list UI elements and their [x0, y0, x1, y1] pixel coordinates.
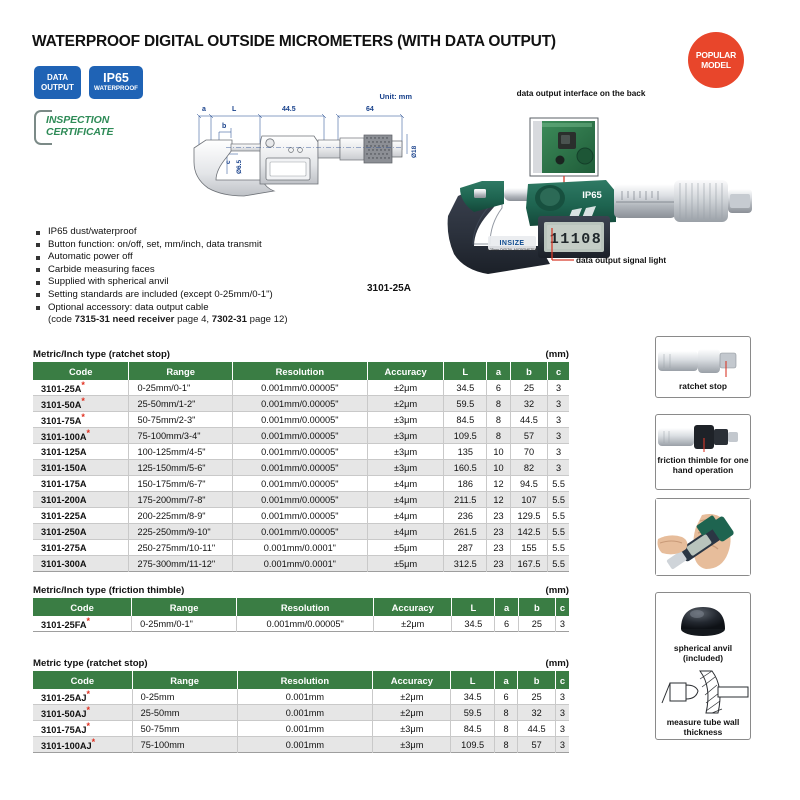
cell-c: 5.5 — [552, 494, 565, 505]
technical-drawing — [186, 92, 416, 204]
cell-resolution: 0.001mm/0.00005" — [232, 444, 367, 460]
cell-range: 50-75mm — [132, 721, 237, 737]
cell-a: 8 — [494, 721, 518, 737]
cell-resolution: 0.001mm/0.0001" — [232, 540, 367, 556]
cell-b: 57 — [518, 737, 556, 753]
cell-resolution: 0.001mm/0.00005" — [232, 380, 367, 396]
popular-badge-line2: MODEL — [701, 60, 731, 70]
cell-l: 211.5 — [444, 492, 487, 508]
cell-range: 0-25mm/0-1" — [132, 616, 237, 632]
table-row[interactable] — [33, 380, 569, 396]
col-header-accuracy: Accuracy — [367, 362, 444, 380]
table-title-row — [33, 349, 569, 360]
cell-c: 3 — [559, 723, 565, 734]
cell-l: 160.5 — [444, 460, 487, 476]
feature-item: Carbide measuring faces — [36, 264, 426, 277]
cell-b: 32 — [510, 396, 547, 412]
cell-range: 175-200mm/7-8" — [129, 492, 232, 508]
col-header-accuracy: Accuracy — [374, 598, 452, 616]
cell-l: 261.5 — [444, 524, 487, 540]
col-header-resolution: Resolution — [237, 671, 373, 689]
page-title: WATERPROOF DIGITAL OUTSIDE MICROMETERS (WITH DATA OUTPUT) — [32, 33, 556, 50]
cell-resolution: 0.001mm/0.00005" — [232, 524, 367, 540]
col-header-code: Code — [33, 598, 132, 616]
cell-range: 0-25mm/0-1" — [129, 380, 232, 396]
cell-code: 3101-125A — [33, 444, 129, 460]
cell-range: 25-50mm — [132, 705, 237, 721]
cell-code: 3101-200A — [33, 492, 129, 508]
cell-code: 3101-100AJ* — [33, 737, 132, 753]
cell-l: 84.5 — [444, 412, 487, 428]
cell-code: 3101-100A* — [33, 428, 129, 444]
col-header-accuracy: Accuracy — [373, 671, 451, 689]
table-body-1 — [33, 380, 569, 572]
col-header-a: a — [494, 671, 518, 689]
cell-accuracy: ±2μm — [374, 616, 452, 632]
table-row[interactable] — [33, 524, 569, 540]
cell-accuracy: ±2μm — [373, 689, 451, 705]
callout-one-hand-operation — [655, 498, 751, 576]
cell-b: 25 — [518, 616, 555, 632]
product-model-caption: 3101-25A — [367, 283, 411, 294]
cell-b: 70 — [510, 444, 547, 460]
col-header-resolution: Resolution — [237, 598, 374, 616]
col-header-range: Range — [129, 362, 232, 380]
cell-l: 34.5 — [451, 689, 494, 705]
cell-c: 3 — [556, 414, 562, 425]
cell-l: 109.5 — [444, 428, 487, 444]
cell-c: 3 — [556, 446, 562, 457]
cell-code: 3101-250A — [33, 524, 129, 540]
cell-resolution: 0.001mm/0.00005" — [232, 508, 367, 524]
table-row[interactable] — [33, 689, 569, 705]
note-prefix: (code — [48, 314, 75, 326]
cell-accuracy: ±2μm — [373, 705, 451, 721]
cell-c: 3 — [559, 707, 565, 718]
cell-accuracy: ±5μm — [367, 556, 444, 572]
cell-range: 50-75mm/2-3" — [129, 412, 232, 428]
data-output-badge-line2: OUTPUT — [41, 82, 74, 92]
tube-wall-thickness-illustration — [656, 669, 750, 715]
cell-b: 129.5 — [510, 508, 547, 524]
cell-accuracy: ±3μm — [367, 428, 444, 444]
table-row[interactable] — [33, 556, 569, 572]
cell-range: 100-125mm/4-5" — [129, 444, 232, 460]
callout-caption: measure tube wall thickness — [666, 717, 740, 737]
cell-b: 44.5 — [510, 412, 547, 428]
spec-table — [33, 362, 569, 572]
cell-b: 57 — [510, 428, 547, 444]
cell-l: 84.5 — [451, 721, 494, 737]
inspection-certificate-text — [46, 115, 113, 138]
cell-a: 12 — [487, 492, 511, 508]
svg-text:11108: 11108 — [549, 231, 603, 248]
cell-range: 125-150mm/5-6" — [129, 460, 232, 476]
note-code-1: 7315-31 need receiver — [74, 314, 175, 326]
cell-resolution: 0.001mm/0.0001" — [232, 556, 367, 572]
data-output-badge-line1: DATA — [46, 73, 69, 82]
col-header-range: Range — [132, 598, 237, 616]
col-header-code: Code — [33, 362, 129, 380]
cell-code: 3101-225A — [33, 508, 129, 524]
table-row[interactable] — [33, 428, 569, 444]
table-title: Metric/Inch type (friction thimble) — [33, 585, 185, 596]
cell-code: 3101-75AJ* — [33, 721, 132, 737]
cell-l: 135 — [444, 444, 487, 460]
table-title: Metric type (ratchet stop) — [33, 658, 148, 669]
popular-model-badge — [688, 32, 744, 88]
table-title-row — [33, 658, 569, 669]
cell-range: 75-100mm — [132, 737, 237, 753]
feature-item: Automatic power off — [36, 251, 426, 264]
cell-a: 12 — [487, 476, 511, 492]
star-icon: * — [86, 721, 90, 732]
ip65-badge — [89, 66, 143, 99]
col-header-code: Code — [33, 671, 132, 689]
cell-accuracy: ±3μm — [373, 721, 451, 737]
star-icon: * — [86, 428, 90, 439]
ip65-badge-line2: WATERPROOF — [94, 85, 138, 93]
cell-a: 23 — [487, 540, 511, 556]
cell-a: 10 — [487, 444, 511, 460]
cell-code: 3101-275A — [33, 540, 129, 556]
star-icon: * — [86, 689, 90, 700]
cell-resolution: 0.001mm/0.00005" — [232, 396, 367, 412]
cell-range: 0-25mm — [132, 689, 237, 705]
product-photo — [430, 88, 760, 288]
cell-resolution: 0.001mm/0.00005" — [232, 412, 367, 428]
cell-a: 6 — [495, 616, 518, 632]
cell-c: 3 — [556, 398, 562, 409]
callout-caption: friction thimble for one hand operation — [657, 455, 749, 475]
cell-l: 312.5 — [444, 556, 487, 572]
feature-item: Supplied with spherical anvil — [36, 276, 426, 289]
cell-range: 150-175mm/6-7" — [129, 476, 232, 492]
feature-item: Button function: on/off, set, mm/inch, data transmit — [36, 239, 426, 252]
note-mid: page 4, — [174, 314, 212, 326]
cell-a: 8 — [487, 412, 511, 428]
cell-resolution: 0.001mm — [237, 737, 373, 753]
table-row[interactable] — [33, 508, 569, 524]
cell-range: 75-100mm/3-4" — [129, 428, 232, 444]
cell-c: 5.5 — [552, 558, 565, 569]
feature-list — [36, 226, 426, 327]
cell-resolution: 0.001mm — [237, 689, 373, 705]
col-header-l: L — [451, 671, 494, 689]
cell-c: 3 — [559, 691, 565, 702]
spec-table-block-3 — [33, 658, 569, 753]
dim-label-44-5: 44.5 — [282, 106, 296, 113]
table-row[interactable] — [33, 396, 569, 412]
cell-b: 107 — [510, 492, 547, 508]
svg-text:0-25mm DIGITAL MICROMETER: 0-25mm DIGITAL MICROMETER — [486, 248, 538, 252]
cell-a: 8 — [494, 705, 518, 721]
cell-accuracy: ±4μm — [367, 508, 444, 524]
cell-b: 32 — [518, 705, 556, 721]
cell-b: 142.5 — [510, 524, 547, 540]
star-icon: * — [91, 737, 96, 748]
col-header-resolution: Resolution — [232, 362, 367, 380]
cell-l: 109.5 — [451, 737, 494, 753]
spec-table — [33, 598, 569, 632]
table-body-3 — [33, 689, 569, 753]
svg-text:INSIZE: INSIZE — [499, 240, 525, 247]
cell-range: 250-275mm/10-11" — [129, 540, 232, 556]
feature-item: IP65 dust/waterproof — [36, 226, 426, 239]
cell-resolution: 0.001mm/0.00005" — [232, 428, 367, 444]
cell-a: 23 — [487, 524, 511, 540]
col-header-b: b — [510, 362, 547, 380]
cell-a: 23 — [487, 556, 511, 572]
cell-resolution: 0.001mm/0.00005" — [232, 460, 367, 476]
cell-a: 8 — [487, 396, 511, 412]
col-header-c: c — [548, 362, 569, 380]
cell-range: 25-50mm/1-2" — [129, 396, 232, 412]
feature-sub-note — [36, 314, 426, 327]
cell-c: 5.5 — [552, 510, 565, 521]
cell-a: 8 — [487, 428, 511, 444]
cell-c: 3 — [556, 382, 562, 393]
cell-accuracy: ±4μm — [367, 524, 444, 540]
cell-l: 59.5 — [444, 396, 487, 412]
cell-accuracy: ±4μm — [367, 476, 444, 492]
dim-label-a: a — [202, 106, 206, 113]
data-output-interface-caption: data output interface on the back — [516, 89, 646, 98]
data-output-badge — [34, 66, 81, 99]
cell-l: 186 — [444, 476, 487, 492]
table-row[interactable] — [33, 616, 569, 632]
callout-spherical-anvil — [655, 592, 751, 740]
cell-code: 3101-25AJ* — [33, 689, 132, 705]
unit-label: Unit: mm — [379, 92, 412, 101]
ratchet-stop-illustration — [656, 339, 750, 381]
cell-resolution: 0.001mm — [237, 721, 373, 737]
table-title-row — [33, 585, 569, 596]
cell-range: 200-225mm/8-9" — [129, 508, 232, 524]
cell-c: 3 — [559, 618, 565, 629]
inspection-line2: CERTIFICATE — [46, 125, 114, 138]
table-row[interactable] — [33, 444, 569, 460]
cell-a: 23 — [487, 508, 511, 524]
col-header-a: a — [487, 362, 511, 380]
col-header-a: a — [495, 598, 518, 616]
cell-l: 34.5 — [452, 616, 495, 632]
spec-table-block-1 — [33, 349, 569, 572]
cell-accuracy: ±5μm — [367, 540, 444, 556]
table-header-row — [33, 598, 569, 616]
callout-caption: ratchet stop — [679, 381, 727, 391]
cell-b: 155 — [510, 540, 547, 556]
callout-ratchet-stop — [655, 336, 751, 398]
cell-accuracy: ±3μm — [367, 412, 444, 428]
badge-row — [34, 66, 143, 99]
spherical-anvil-illustration — [656, 597, 750, 641]
cell-code: 3101-25FA* — [33, 616, 132, 632]
cell-accuracy: ±3μm — [367, 460, 444, 476]
cell-c: 5.5 — [552, 478, 565, 489]
cell-resolution: 0.001mm/0.00005" — [232, 492, 367, 508]
col-header-l: L — [452, 598, 495, 616]
col-header-range: Range — [132, 671, 237, 689]
cell-code: 3101-150A — [33, 460, 129, 476]
table-body-2 — [33, 616, 569, 632]
table-unit: (mm) — [545, 349, 569, 360]
cell-c: 5.5 — [552, 526, 565, 537]
cell-code: 3101-50AJ* — [33, 705, 132, 721]
cell-range: 275-300mm/11-12" — [129, 556, 232, 572]
col-header-c: c — [555, 671, 569, 689]
popular-badge-line1: POPULAR — [695, 50, 737, 60]
cell-range: 225-250mm/9-10" — [129, 524, 232, 540]
table-unit: (mm) — [545, 585, 569, 596]
table-header-row — [33, 362, 569, 380]
cell-b: 167.5 — [510, 556, 547, 572]
cell-l: 287 — [444, 540, 487, 556]
star-icon: * — [81, 396, 85, 407]
table-row[interactable] — [33, 476, 569, 492]
friction-thimble-illustration — [656, 418, 750, 454]
star-icon: * — [81, 380, 85, 391]
cell-code: 3101-300A — [33, 556, 129, 572]
col-header-b: b — [518, 598, 555, 616]
note-code-2: 7302-31 — [211, 314, 247, 326]
col-header-c: c — [555, 598, 569, 616]
dim-label-64: 64 — [366, 106, 374, 113]
cell-a: 10 — [487, 460, 511, 476]
cell-b: 44.5 — [518, 721, 556, 737]
cell-c: 5.5 — [552, 542, 565, 553]
cell-b: 25 — [510, 380, 547, 396]
table-header-row — [33, 671, 569, 689]
cell-resolution: 0.001mm/0.00005" — [232, 476, 367, 492]
table-row[interactable] — [33, 540, 569, 556]
cell-l: 236 — [444, 508, 487, 524]
dim-label-L: L — [232, 106, 237, 113]
cell-accuracy: ±2μm — [367, 380, 444, 396]
cell-code: 3101-175A — [33, 476, 129, 492]
spec-table — [33, 671, 569, 753]
table-row[interactable] — [33, 737, 569, 753]
cell-accuracy: ±3μm — [367, 444, 444, 460]
dim-label-b: b — [222, 123, 227, 130]
cell-accuracy: ±2μm — [367, 396, 444, 412]
feature-item: Optional accessory: data output cable — [36, 302, 426, 315]
callout-caption: spherical anvil (included) — [673, 643, 733, 663]
col-header-l: L — [444, 362, 487, 380]
table-title: Metric/Inch type (ratchet stop) — [33, 349, 170, 360]
dim-label-diameter-18: Ø18 — [411, 145, 418, 158]
cell-c: 3 — [559, 739, 565, 750]
svg-text:IP65: IP65 — [582, 190, 602, 201]
cell-code: 3101-75A* — [33, 412, 129, 428]
ip65-badge-line1: IP65 — [103, 70, 129, 85]
table-row[interactable] — [33, 721, 569, 737]
cell-code: 3101-25A* — [33, 380, 129, 396]
cell-l: 59.5 — [451, 705, 494, 721]
table-row[interactable] — [33, 492, 569, 508]
micrometer-outline-drawing — [186, 92, 416, 204]
callout-friction-thimble — [655, 414, 751, 490]
table-row[interactable] — [33, 705, 569, 721]
note-suffix: page 12) — [246, 314, 288, 326]
cell-resolution: 0.001mm — [237, 705, 373, 721]
cell-accuracy: ±3μm — [373, 737, 451, 753]
star-icon: * — [81, 412, 85, 423]
table-unit: (mm) — [545, 658, 569, 669]
cell-accuracy: ±4μm — [367, 492, 444, 508]
cell-c: 3 — [556, 430, 562, 441]
cell-b: 94.5 — [510, 476, 547, 492]
inspection-line1: INSPECTION — [46, 114, 110, 126]
feature-item: Setting standards are included (except 0-25mm/0-1") — [36, 289, 426, 302]
dim-label-diameter-6-5: Ø6.5 — [236, 159, 243, 174]
cell-code: 3101-50A* — [33, 396, 129, 412]
cell-l: 34.5 — [444, 380, 487, 396]
table-row[interactable] — [33, 412, 569, 428]
star-icon: * — [86, 616, 90, 627]
cell-a: 6 — [487, 380, 511, 396]
dim-label-c: c — [225, 160, 232, 164]
cell-c: 3 — [556, 462, 562, 473]
cell-b: 25 — [518, 689, 556, 705]
data-output-signal-light-caption: data output signal light — [576, 256, 667, 265]
cell-a: 8 — [494, 737, 518, 753]
cell-resolution: 0.001mm/0.00005" — [237, 616, 374, 632]
table-row[interactable] — [33, 460, 569, 476]
cell-a: 6 — [494, 689, 518, 705]
cell-b: 82 — [510, 460, 547, 476]
col-header-b: b — [518, 671, 556, 689]
inspection-certificate-badge — [34, 108, 142, 144]
hand-operation-illustration — [656, 499, 750, 575]
spec-table-block-2 — [33, 585, 569, 632]
star-icon: * — [86, 705, 90, 716]
